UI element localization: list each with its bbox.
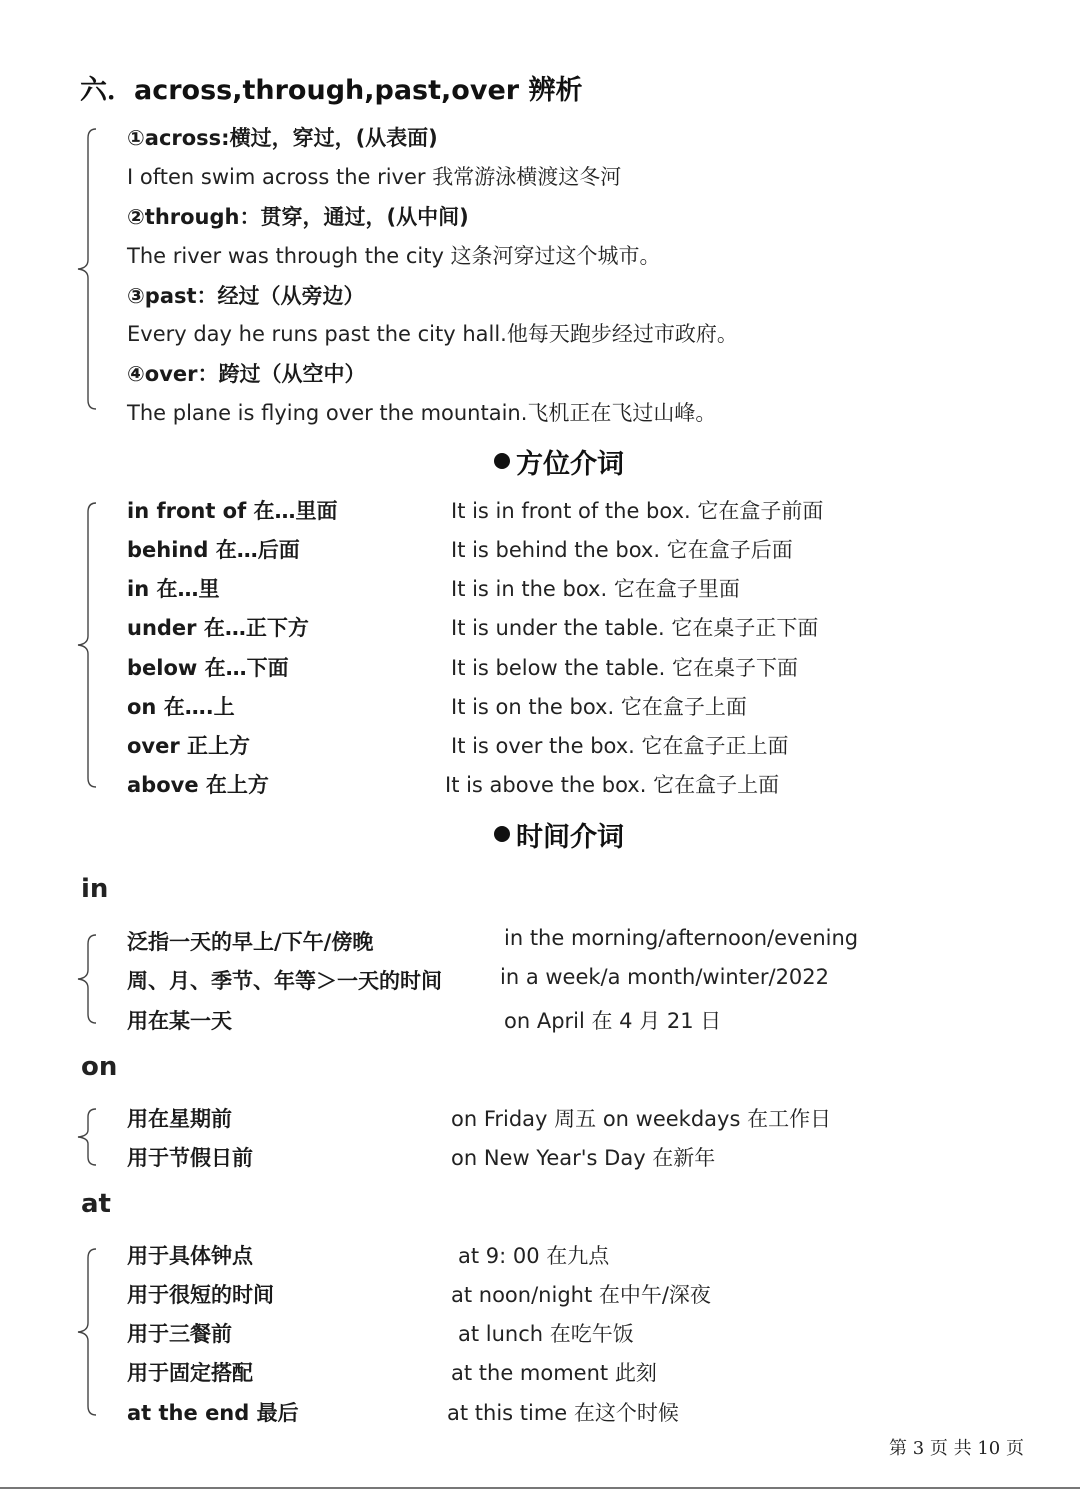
place-example: It is below the table. 它在桌子下面 [451,656,799,680]
place-term: over 正上方 [127,734,251,758]
place-term: behind 在…后面 [127,538,300,562]
time-example: in the morning/afternoon/evening [504,926,859,950]
brace-on [76,1108,100,1166]
time-term: 用在某一天 [127,1009,232,1033]
place-example: It is in front of the box. 它在盒子前面 [451,499,824,523]
time-term: 用于具体钟点 [127,1244,253,1268]
section1-line: I often swim across the river 我常游泳横渡这冬河 [127,165,622,189]
time-group-label-at: at [81,1189,111,1219]
time-example: in a week/a month/winter/2022 [500,965,830,989]
time-term: 周、月、季节、年等＞一天的时间 [127,969,442,993]
heading-time-prepositions [494,815,624,854]
section1-line: ①across:横过，穿过，(从表面) [127,126,438,150]
time-example: on Friday 周五 on weekdays 在工作日 [451,1107,832,1131]
place-term: above 在上方 [127,773,269,797]
place-term: on 在….上 [127,695,235,719]
time-term: at the end 最后 [127,1401,299,1425]
place-term: in 在…里 [127,577,220,601]
section1-line: ④over：跨过（从空中） [127,362,366,386]
bullet-icon [494,453,510,469]
time-example: at this time 在这个时候 [447,1401,679,1425]
time-term: 用于固定搭配 [127,1361,253,1385]
time-group-label-in: in [81,874,109,904]
page-number: 第 3 页 共 10 页 [889,1438,1024,1459]
brace-at [76,1248,100,1416]
place-example: It is behind the box. 它在盒子后面 [451,538,793,562]
heading-place-prepositions [494,442,624,481]
section1-line: ③past：经过（从旁边） [127,284,365,308]
place-term: under 在…正下方 [127,616,309,640]
place-example: It is in the box. 它在盒子里面 [451,577,740,601]
time-term: 用于节假日前 [127,1146,253,1170]
place-term: in front of 在…里面 [127,499,338,523]
time-term: 泛指一天的早上/下午/傍晚 [127,930,374,954]
heading-time-text: 时间介词 [516,822,624,853]
page-title: 六．across,through,past,over 辨析 [80,75,583,106]
brace-section1 [76,128,100,410]
place-term: below 在…下面 [127,656,289,680]
time-example: at lunch 在吃午饭 [458,1322,634,1346]
time-group-label-on: on [81,1052,118,1082]
section1-line: Every day he runs past the city hall.他每天跑步经过市政府。 [127,322,738,346]
place-example: It is under the table. 它在桌子正下面 [451,616,819,640]
section1-line: ②through：贯穿，通过，(从中间) [127,205,469,229]
time-example: at noon/night 在中午/深夜 [451,1283,711,1307]
heading-place-text: 方位介词 [516,449,624,480]
place-example: It is above the box. 它在盒子上面 [445,773,780,797]
time-term: 用在星期前 [127,1107,232,1131]
time-example: at the moment 此刻 [451,1361,657,1385]
brace-place [76,502,100,788]
time-example: on New Year's Day 在新年 [451,1146,716,1170]
time-term: 用于三餐前 [127,1322,232,1346]
bottom-rule [0,1487,1080,1489]
time-example: on April 在 4 月 21 日 [504,1009,722,1033]
place-example: It is on the box. 它在盒子上面 [451,695,747,719]
time-example: at 9: 00 在九点 [458,1244,610,1268]
place-example: It is over the box. 它在盒子正上面 [451,734,789,758]
brace-in [76,934,100,1024]
bullet-icon [494,826,510,842]
section1-line: The river was through the city 这条河穿过这个城市。 [127,244,661,268]
time-term: 用于很短的时间 [127,1283,274,1307]
section1-line: The plane is flying over the mountain.飞机正在飞过山峰。 [127,401,717,425]
